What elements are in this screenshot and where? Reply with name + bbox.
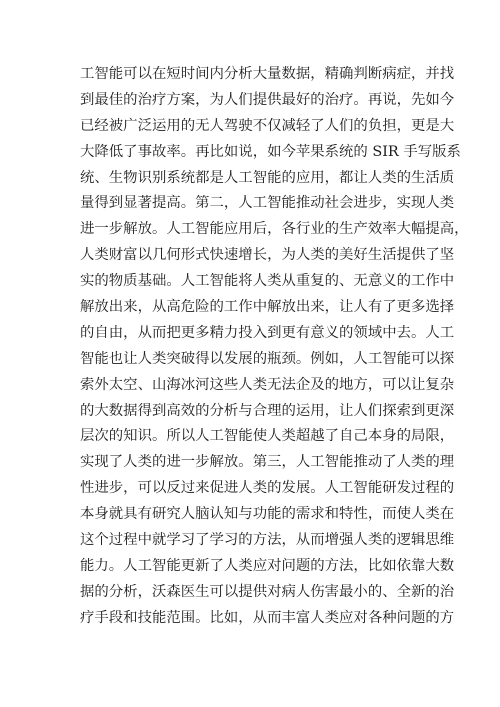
text-line-8: 人类财富以几何形式快速增长，为人类的美好生活提供了坚 <box>80 247 455 264</box>
text-line-20: 能力。人工智能更新了人类应对问题的方法，比如依靠大数 <box>80 557 455 574</box>
text-line-12: 智能也让人类突破得以发展的瓶颈。例如，人工智能可以探 <box>80 350 455 367</box>
text-line-16: 实现了人类的进一步解放。第三，人工智能推动了人类的理 <box>80 454 455 471</box>
text-line-17: 性进步，可以反过来促进人类的发展。人工智能研发过程的 <box>80 480 455 497</box>
body-text <box>80 62 469 632</box>
text-line-10: 解放出来，从高危险的工作中解放出来，让人有了更多选择 <box>80 299 455 316</box>
text-line-15: 层次的知识。所以人工智能使人类超越了自己本身的局限， <box>80 428 455 445</box>
text-line-21: 据的分析，沃森医生可以提供对病人伤害最小的、全新的治 <box>80 583 455 600</box>
text-line-14: 的大数据得到高效的分析与合理的运用，让人们探索到更深 <box>80 402 455 419</box>
text-line-22: 疗手段和技能范围。比如，从而丰富人类应对各种问题的方 <box>80 609 455 626</box>
text-line-19: 这个过程中就学习了学习的方法，从而增强人类的逻辑思维 <box>80 532 455 549</box>
text-line-9: 实的物质基础。人工智能将人类从重复的、无意义的工作中 <box>80 273 455 290</box>
text-line-6: 量得到显著提高。第二，人工智能推动社会进步，实现人类 <box>80 195 455 212</box>
text-line-18: 本身就具有研究人脑认知与功能的需求和特性，而使人类在 <box>80 506 455 523</box>
text-line-7: 进一步解放。人工智能应用后，各行业的生产效率大幅提高， <box>80 221 469 238</box>
text-line-2: 到最佳的治疗方案，为人们提供最好的治疗。再说，先如今 <box>80 91 455 108</box>
text-line-4: 大降低了事故率。再比如说，如今苹果系统的 SIR 手写版系 <box>80 143 461 160</box>
text-line-13: 索外太空、山海冰河这些人类无法企及的地方，可以让复杂 <box>80 376 455 393</box>
text-line-11: 的自由，从而把更多精力投入到更有意义的领域中去。人工 <box>80 324 455 341</box>
text-line-1: 工智能可以在短时间内分析大量数据，精确判断病症，并找 <box>80 66 455 82</box>
text-line-5: 统、生物识别系统都是人工智能的应用，都让人类的生活质 <box>80 169 455 186</box>
text-line-3: 已经被广泛运用的无人驾驶不仅减轻了人们的负担，更是大 <box>80 117 455 134</box>
